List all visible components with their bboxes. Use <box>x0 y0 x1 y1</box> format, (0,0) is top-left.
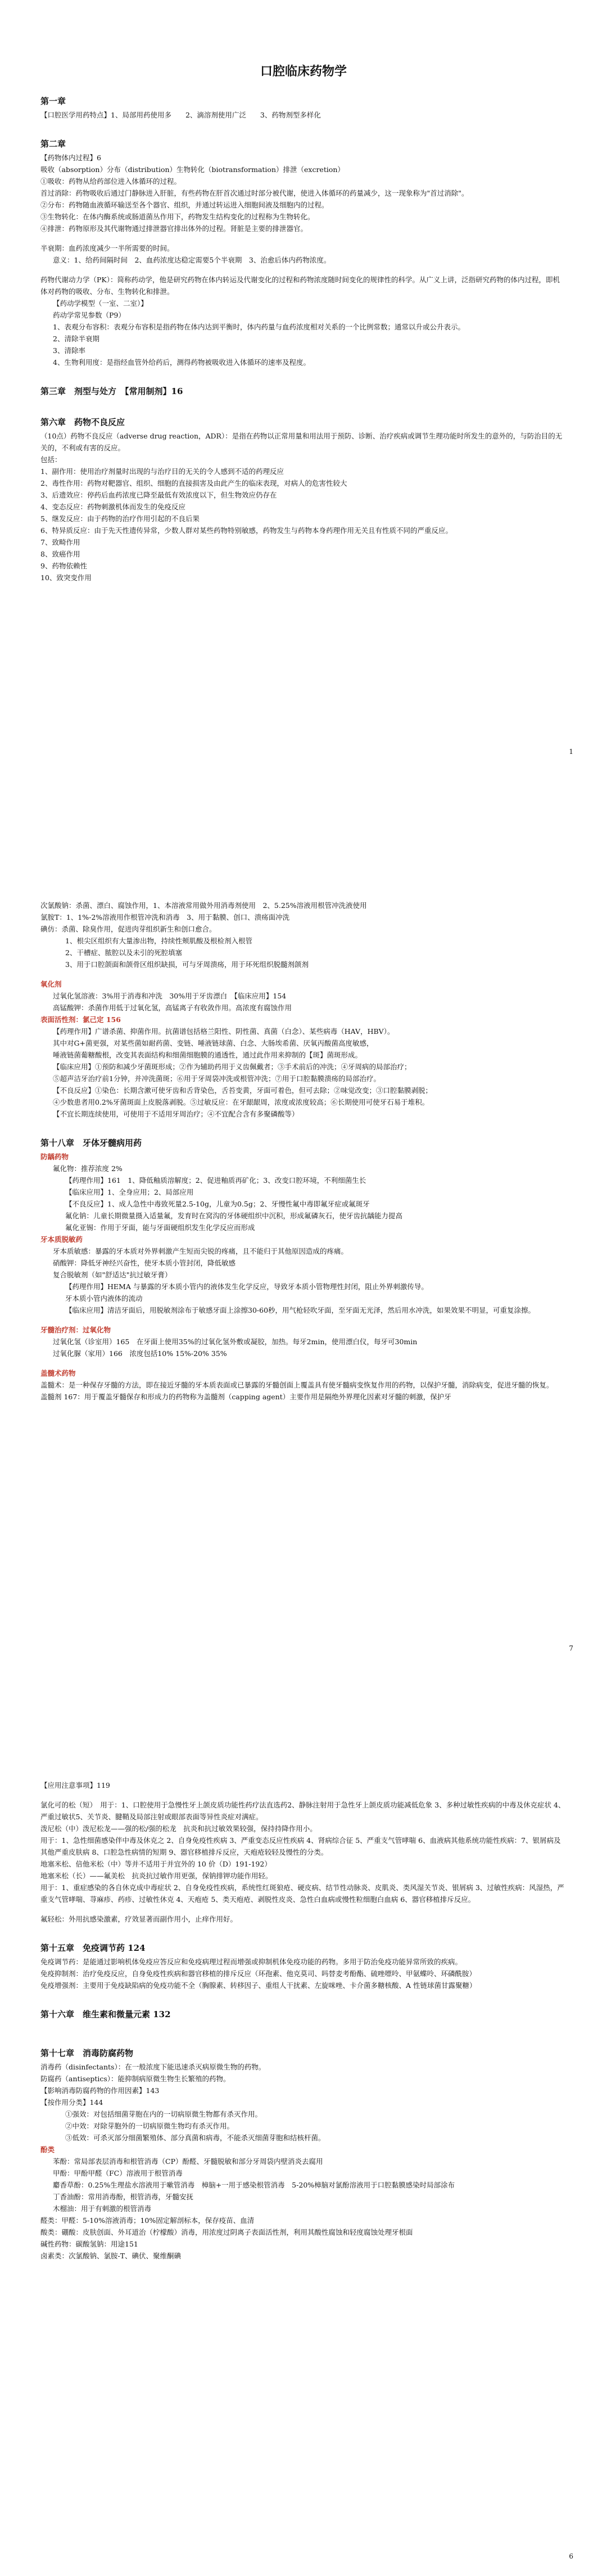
text-line: 氟化物：推荐浓度 2% <box>53 1164 123 1173</box>
page-3-content <box>40 1779 567 2262</box>
text-line: 次氯酸钠：杀菌、漂白、腐蚀作用，1、本溶液常用做外用消毒剂使用 2、5.25%溶液用根管冲洗液使用 <box>40 901 367 910</box>
text-line: 【不良反应】①染色：长期含漱可使牙齿和舌背染色，舌苔变黄，牙面可着色，但可去除；②味觉改变；③口腔黏膜剥脱； <box>53 1086 433 1095</box>
text-line: 【口腔医学用药特点】1、局部用药使用多 2、滴溶剂使用广泛 3、药物剂型多样化 <box>40 111 321 119</box>
text-line: 防腐药（antiseptics）：能抑制病原微生物生长繁殖的药物。 <box>40 2075 230 2083</box>
text-line: 消毒药（disinfectants）：在一般浓度下能迅速杀灭病原微生物的药物。 <box>40 2063 266 2071</box>
text-line: 药物代谢动力学（PK）：简称药动学，他是研究药物在体内转运及代谢变化的过程和药物浓度随时间变化的规律性的科学。从广义上讲，泛指研究药物的体内过程，即机体对药物的吸收、分布、生物转化和排泄。 <box>40 275 560 296</box>
spacer <box>40 1925 567 1933</box>
text-line: 氟化钠：儿童长期微量摄入适量氟，发育时在窝沟的牙体硬组织中沉积，形成氟磷灰石，使牙齿抗龋能力提高 <box>65 1212 403 1220</box>
subsection-heading: 酚类 <box>40 2145 55 2154</box>
text-line: 药动学常见参数（P9） <box>53 311 125 319</box>
page-number: 6 <box>569 2552 573 2560</box>
text-line: 3、后遗效应：停药后血药浓度已降至最低有效浓度以下，但生物效应仍存在 <box>40 491 277 499</box>
text-line: 地塞米松（长）——氟美松 抗炎抗过敏作用更强，保钠排钾功能作用轻。 <box>40 1872 273 1880</box>
spacer <box>40 234 567 242</box>
text-line: 碱性药物：碳酸氢钠：用途151 <box>40 2240 138 2248</box>
subsection-heading: 表面活性剂：氯己定 156 <box>40 1015 121 1024</box>
text-line: 苯酚：常局部表层消毒和根管消毒（CP）酚醛、牙髓脱敏和部分牙周袋内壁消炎去腐用 <box>53 2157 323 2166</box>
text-line: 4、生物利用度：是指经血管外给药后，测得药物被吸收进入体循环的速率及程度。 <box>53 358 310 367</box>
page-2-body <box>40 900 567 1403</box>
text-line: 卤素类：次氯酸钠、氯胺-T、碘伏、聚维酮碘 <box>40 2252 182 2260</box>
text-line: ④排泄：药物原形及其代谢物通过排泄器官排出体外的过程。肾脏是主要的排泄器官。 <box>40 224 308 233</box>
section-heading: 第十八章 牙体牙髓病用药 <box>40 1138 142 1148</box>
text-line: ②分布：药物随血液循环输送至各个器官、组织，并通过转运进入细胞间液及细胞内的过程。 <box>40 201 329 209</box>
text-line: ①吸收：药物从给药部位进入体循环的过程。 <box>40 177 182 186</box>
text-line: 唾液链菌葡糖酸根，改变其表面结构和细菌细胞膜的通透性，通过此作用来抑制的【斑】菌斑形成。 <box>53 1051 363 1059</box>
document-page-2 <box>0 832 607 1675</box>
spacer <box>40 399 567 407</box>
subsection-heading: 氧化剂 <box>40 980 62 988</box>
text-line: 硝酸钾：降低牙神经兴奋性，使牙本质小管封闭，降低敏感 <box>53 1259 236 1267</box>
text-line: 盖髓剂 167：用于覆盖牙髓保存和形成力的药物称为盖髓剂（capping agent）主要作用是隔绝外界理化因素对牙髓的刺激，保护牙 <box>40 1393 451 1401</box>
text-line: 2、清除半衰期 <box>53 335 99 343</box>
text-line: 其中对G+菌更强，对某些菌如耐药菌、变链、唾液链球菌、白念、大肠埃希菌、厌氧丙酸菌高度敏感， <box>53 1039 374 1047</box>
text-line: 酸类：硼酸：皮肤创面、外耳道治（柠檬酸）消毒，用浓度过阴离子表面活性剂，利用其酸性腐蚀和轻度腐蚀处理牙根面 <box>40 2228 413 2236</box>
text-line: 牙本质敏感：暴露的牙本质对外界刺激产生短而尖锐的疼痛，且不能归于其他原因造成的疼痛。 <box>53 1247 348 1255</box>
page-2-content <box>40 900 567 1403</box>
text-line: 麝香草酚：0.25%生理盐水溶液用于嗽管消毒 樟脑+一用于感染根管消毒 5-20%樟脑对氯酚溶液用于口腔黏膜感染时局部涂布 <box>53 2181 455 2189</box>
text-line: 【临床应用】①预防和减少牙菌斑形成；②作为辅助药用于义齿佩戴者；③手术前后的冲洗；④牙周病的局部治疗； <box>53 1063 411 1071</box>
text-line: 【临床应用】1、全身应用；2、局部应用 <box>65 1188 194 1196</box>
subsection-heading: 防龋药物 <box>40 1153 69 1161</box>
text-line: 氯化可的松（短） 用于：1、口腔使用于急慢性牙上颌皮质功能性药疗法直选药2、静脉注射用于急性牙上颌皮质功能减低危象 3、多种过敏性疾病的中毒及休克症状 4、严重过敏状5、关节炎、腱鞘及局部注射或眼部表面等异性炎症对满症。 <box>40 1801 565 1821</box>
text-line: 3、用于口腔颌面和颌骨区组织缺损，可与牙周溃疡，用于环死组织脱髓剂颌剂 <box>65 960 309 969</box>
text-line: 1、根尖区组织有大量渗出物，持续性颊肌酸及根检剂入根管 <box>65 937 252 945</box>
text-line: 醛类：甲醛：5-10%溶液消毒；10%固定解剖标本，保存疫苗、血清 <box>40 2216 255 2225</box>
text-line: 过氧化氢（诊室用）165 在牙面上使用35%的过氧化氢外敷或凝胶，加热。每牙2min，使用漂白仪，每牙可30min <box>53 1337 418 1346</box>
text-line: 【按作用分类】144 <box>40 2098 103 2107</box>
text-line: 8、致癌作用 <box>40 550 80 558</box>
document-page-3 <box>0 1732 607 2576</box>
text-line: 复合脱敏剂（如"舒适达"抗过敏牙膏） <box>53 1271 172 1279</box>
text-line: （10点）药物不良反应（adverse drug reaction，ADR）：是指在药物以正常用量和用法用于预防、诊断、治疗疾病或调节生理功能时所发生的意外的，与防治目的无关的，不利或有害的反应。 <box>40 432 563 452</box>
text-line: 氟化亚锡：作用于牙面，能与牙面硬组织发生化学反应而形成 <box>65 1223 255 1232</box>
text-line: 5、继发反应：由于药物的治疗作用引起的不良后果 <box>40 514 200 523</box>
text-line: 免疫抑制剂：治疗免疫反应，自身免疫性疾病和器官移植的排斥反应（环孢素、他克莫司、吗替麦考酚酯、硫唑嘌呤、甲氨蝶呤、环磷酰胺） <box>40 1969 477 1978</box>
text-line: 吸收（absorption）分布（distribution）生物转化（biotransformation）排泄（excretion） <box>40 165 345 174</box>
text-line: 【临床应用】清洁牙面后，用脱敏剂涂布于敏感牙面上涂擦30-60秒，用气枪轻吹牙面，至牙面无光泽，然后用水冲洗，如果效果不明显，可重复涂擦。 <box>65 1306 536 1314</box>
text-line: ⑤超声洁牙治疗前1分钟，并冲洗菌斑；⑥用于牙周袋冲洗或根管冲洗；⑦用于口腔黏膜溃疡的局部治疗。 <box>53 1074 380 1083</box>
text-line: 高锰酸钾：杀菌作用低于过氧化氢，高锰离子有收敛作用。高浓度有腐蚀作用 <box>53 1004 292 1012</box>
section-heading: 第三章 剂型与处方 【常用制剂】16 <box>40 386 183 396</box>
text-line: 【药理作用】广谱杀菌、抑菌作用。抗菌谱包括格兰阳性、阴性菌、真菌（白念）、某些病毒（HAV，HBV）。 <box>53 1027 395 1036</box>
text-line: 过氧化脲（家用）166 浓度包括10% 15%-20% 35% <box>53 1349 227 1358</box>
text-line: 过氧化氢溶液：3%用于消毒和冲洗 30%用于牙齿漂白 【临床应用】154 <box>53 992 287 1000</box>
spacer <box>40 970 567 978</box>
text-line: 【药理作用】HEMA 与暴露的牙本质小管内的液体发生化学反应，导致牙本质小管物理性封闭，阻止外界刺激传导。 <box>65 1282 428 1291</box>
text-line: 【不良反应】1、成人急性中毒致死量2.5-10g，儿童为0.5g；2、牙慢性氟中毒即氟牙症或氟斑牙 <box>65 1200 370 1208</box>
text-line: 地塞米松、倍他米松（中）等并不适用于并宜外的 10 价（D）191-192） <box>40 1860 271 1868</box>
document-page-1 <box>0 0 607 767</box>
section-heading: 第十六章 维生素和微量元素 132 <box>40 2009 171 2019</box>
page-1-content <box>40 62 567 584</box>
text-line: ②中效：对除芽胞外的一切病原微生物均有杀灭作用。 <box>65 2122 234 2130</box>
text-line: 泼尼松（中）泼尼松龙——强的松/强的松龙 抗炎和抗过敏效果较强，保持持降作用小。 <box>40 1824 317 1833</box>
text-line: 【药物体内过程】6 <box>40 153 101 162</box>
text-line: 1、表观分布容积：表观分布容积是指药物在体内达到平衡时，体内药量与血药浓度相对关系的一个比例常数；通常以升或公升表示。 <box>53 323 465 331</box>
text-line: 9、药物依赖性 <box>40 562 87 570</box>
spacer <box>40 368 567 376</box>
text-line: 甲酚：甲酚甲醛（FC）溶液用于根管消毒 <box>53 2169 183 2177</box>
text-line: 2、毒性作用：药物对靶器官、组织、细胞的直接损害及由此产生的临床表现，对病人的危害性较大 <box>40 479 347 487</box>
spacer <box>40 121 567 129</box>
text-line: 木榴油：用于有刺激的根管消毒 <box>53 2204 152 2213</box>
text-line: 3、清除率 <box>53 346 85 355</box>
text-line: 包括： <box>40 455 62 464</box>
text-line: 7、致畸作用 <box>40 538 80 546</box>
text-line: 4、变态反应：药物刺激机体而发生的免疫反应 <box>40 503 185 511</box>
subsection-heading: 牙髓治疗剂：过氧化物 <box>40 1326 111 1334</box>
text-line: 用于：1、重症感染的各自休克成中毒症状 2、自身免疫性疾病，系统性红斑狼疮、硬皮病、结节性动脉炎、皮肌炎、类风湿关节炎、银屑病 3、过敏性疾病：风湿热，严重支气管哮喘、荨麻疹、药疹、过敏性休克 4、天疱疮 5、类天疱疮、剥脱性皮炎、急性白血病或慢性粒细胞白血病 6、器官移植排斥反应。 <box>40 1883 564 1904</box>
page-number: 7 <box>569 1644 573 1652</box>
spacer <box>40 1905 567 1913</box>
page-3-body <box>40 1779 567 2262</box>
document-title: 口腔临床药物学 <box>260 64 347 79</box>
section-heading: 第六章 药物不良反应 <box>40 417 125 427</box>
text-line: 盖髓术：是一种保存牙髓的方法，即在接近牙髓的牙本质表面或已暴露的牙髓创面上覆盖具有使牙髓病变恢复作用的药物，以保护牙髓，消除病变，促进牙髓的恢复。 <box>40 1381 554 1389</box>
spacer <box>40 2030 567 2038</box>
text-line: 【药理作用】161 1、降低釉质溶解度；2、促进釉质再矿化；3、改变口腔环境，不利细菌生长 <box>65 1176 366 1185</box>
text-line: 1、副作用：使用治疗剂量时出现的与治疗目的无关的令人感到不适的药理反应 <box>40 467 284 476</box>
text-line: 【不宜长期连续使用，可使用于不适用牙周治疗；④不宜配合含有多聚磷酸等） <box>53 1110 299 1118</box>
spacer <box>40 1359 567 1367</box>
subsection-heading: 牙本质脱敏药 <box>40 1235 83 1244</box>
subsection-heading: 盖髓术药物 <box>40 1369 76 1377</box>
text-line: 【药动学模型（一室、二室）】 <box>53 299 148 308</box>
text-line: 首过消除：药物吸收后通过门静脉进入肝脏，有些药物在肝首次通过时部分被代谢，使进入体循环的药量减少，这一现象称为"首过消除"。 <box>40 189 469 197</box>
text-line: ③生物转化：在体内酶系统或肠道菌丛作用下，药物发生结构变化的过程称为生物转化。 <box>40 213 315 221</box>
page-1-body <box>40 95 567 584</box>
text-line: 免疫调节药：是能通过影响机体免疫应答反应和免疫病理过程而增强或抑制机体免疫功能的药物。多用于防治免疫功能异常所致的疾病。 <box>40 1958 463 1966</box>
spacer <box>40 266 567 274</box>
text-line: 丁香油酚：常用消毒酚，根管消毒，牙髓安抚 <box>53 2193 194 2201</box>
section-heading: 第一章 <box>40 96 66 106</box>
text-line: 用于：1、急性细菌感染伴中毒及休克之 2、自身免疫性疾病 3、严重变态反应性疾病 4、肾病综合征 5、严重支气管哮喘 6、血液病其他系统功能性疾病：7、银屑病及其他严重皮肤病 8、口腔急性病情的短期 9、器官移植排斥反应，天疱疮较轻及慢性的分类。 <box>40 1836 561 1856</box>
text-line: 6、特异质反应：由于先天性遗传异常，少数人群对某些药物特别敏感，药物发生与药物本身药理作用无关且有性质不同的严重反应。 <box>40 526 452 535</box>
text-line: 【影响消毒防腐药物的作用因素】143 <box>40 2086 160 2095</box>
text-line: 半衰期：血药浓度减少一半所需要的时间。 <box>40 244 174 252</box>
text-line: 氟轻松：外用抗感染激素，疗效显著而副作用小，止痒作用好。 <box>40 1915 238 1923</box>
text-line: ①强效：对包括细菌芽胞在内的一切病原微生物都有杀灭作用。 <box>65 2110 262 2118</box>
spacer <box>40 1991 567 1999</box>
spacer <box>40 1791 567 1799</box>
text-line: 碘仿：杀菌、除臭作用，促进肉芽组织新生和创口愈合。 <box>40 925 216 933</box>
spacer <box>40 1316 567 1324</box>
text-line: 牙本质小管内液体的流动 <box>65 1294 143 1303</box>
text-line: 2、干槽症、脓腔以及未引的死腔填塞 <box>65 948 182 957</box>
section-heading: 第二章 <box>40 139 66 149</box>
text-line: 10、致突变作用 <box>40 573 92 582</box>
text-line: 意义：1、给药间隔时间 2、血药浓度达稳定需要5个半衰期 3、治愈后体内药物浓度。 <box>53 256 331 264</box>
text-line: ④少数患者用0.2%牙菌斑面上皮脱落剥脱。⑤过敏反应：在牙龈龈周，浓度或浓度较高；⑥长期使用可使牙石易于堆积。 <box>53 1098 429 1106</box>
text-line: 免疫增强剂：主要用于免疫缺陷病的免疫功能不全（胸腺素、转移因子、重组人干扰素、左旋咪唑、卡介菌多糖核酸、A 性链球菌甘露聚糖） <box>40 1981 477 1990</box>
text-line: 氯胺T：1、1%-2%溶液用作根管冲洗和消毒 3、用于黏膜、创口、溃疡面冲洗 <box>40 913 290 921</box>
section-heading: 第十五章 免疫调节药 124 <box>40 1943 146 1953</box>
section-heading: 第十七章 消毒防腐药物 <box>40 2048 134 2058</box>
page-number: 1 <box>569 748 573 756</box>
text-line: 【应用注意事项】119 <box>40 1781 110 1789</box>
spacer <box>40 2022 567 2030</box>
spacer <box>40 1120 567 1128</box>
text-line: ③低效：可杀灭部分细菌繁殖体、部分真菌和病毒，不能杀灭细菌芽胞和结核杆菌。 <box>65 2134 325 2142</box>
